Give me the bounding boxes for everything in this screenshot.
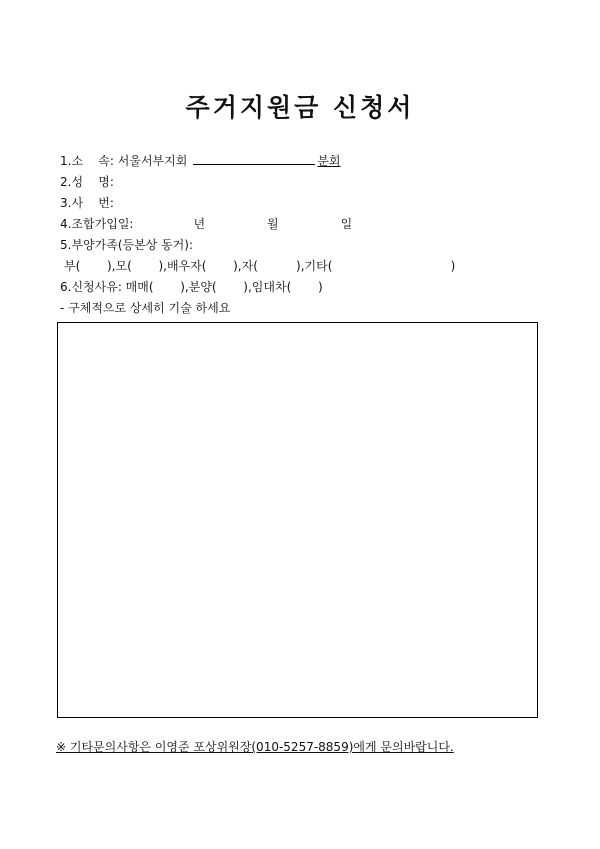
join-month: 월 bbox=[267, 217, 279, 231]
affiliation-label: 1.소 속: bbox=[60, 154, 114, 168]
join-day: 일 bbox=[340, 217, 353, 231]
dependents-row bbox=[60, 237, 193, 253]
emp-no-label: 3.사 번: bbox=[60, 196, 114, 210]
dependents-label: 5.부양가족(등본상 동거): bbox=[60, 238, 193, 252]
dependents-options: 부( ),모( ),배우자( ),자( ),기타( ) bbox=[64, 259, 456, 273]
affiliation-value: 서울서부지회 bbox=[117, 154, 188, 168]
emp-no-row bbox=[60, 195, 114, 211]
join-date-row bbox=[60, 216, 352, 232]
join-year: 년 bbox=[193, 217, 206, 231]
document-title: 주거지원금 신청서 bbox=[185, 93, 415, 122]
name-label: 2.성 명: bbox=[60, 175, 114, 189]
affiliation-row bbox=[60, 152, 341, 169]
detail-instruction: - 구체적으로 상세히 기술 하세요 bbox=[60, 301, 231, 315]
footer-note: ※ 기타문의사항은 이영준 포상위원장(010-5257-8859)에게 문의바랍니다. bbox=[56, 740, 454, 754]
detail-textbox[interactable] bbox=[57, 322, 538, 718]
join-date-label: 4.조합가입일: bbox=[60, 217, 134, 231]
affiliation-blank[interactable] bbox=[193, 152, 315, 165]
affiliation-suffix: 분회 bbox=[317, 154, 341, 168]
reason-row: 6.신청사유: 매매( ),분양( ),임대차( ) bbox=[60, 280, 323, 294]
name-row bbox=[60, 174, 114, 190]
